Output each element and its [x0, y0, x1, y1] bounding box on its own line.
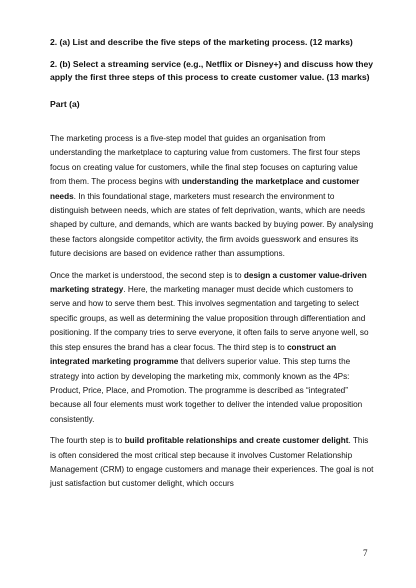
text-run: . Here, the marketing manager must decide which customers to serve and how to serve them best. This involves segmentation and targeting to select specific groups, as well as determining the value proposition through differentiation and positioning. If the company tries to serve everyone, it often fails to serve anyone well, so this step ensures the brand has a clear focus. The third step is to	[50, 285, 369, 352]
text-run: The marketing process is a five-step model that guides an organisation from understanding the marketplace to capturing value from customers. The first four steps focus on creating value for customers, while the final step focuses on capturing value from them. The process begins with	[50, 134, 361, 187]
text-run: . This is often considered the most critical step because it involves Customer Relationship Management (CRM) to engage customers and manage their experiences. The goal is not just satisfaction but customer delight, which occurs	[50, 436, 374, 489]
text-run: Once the market is understood, the second step is to	[50, 270, 244, 280]
question-2b: 2. (b) Select a streaming service (e.g., Netflix or Disney+) and discuss how they apply the first three steps of this process to create customer value. (13 marks)	[50, 59, 374, 82]
bold-term: understanding the marketplace and customer needs	[50, 177, 360, 201]
bold-term: design a customer value-driven marketing strategy	[50, 270, 367, 295]
text-run: . In this foundational stage, marketers must research the environment to distinguish between needs, which are states of felt deprivation, wants, which are needs shaped by culture, and demands, which are wants backed by buying power. By analysing these factors alongside competitor activity, the firm avoids guesswork and ensures its future decisions are based on evidence rather than assumptions.	[50, 191, 374, 259]
text-run: The fourth step is to	[50, 436, 125, 446]
paragraph-1	[50, 132, 375, 262]
question-2a: 2. (a) List and describe the five steps of the marketing process. (12 marks)	[50, 37, 353, 47]
bold-term: build profitable relationships and create customer delight	[124, 436, 349, 446]
bold-term: construct an integrated marketing programme	[50, 342, 337, 367]
page-number: 7	[363, 548, 368, 558]
paragraph-3	[50, 434, 375, 492]
text-run: that delivers superior value. This step turns the strategy into action by developing the marketing mix, commonly known as the 4Ps: Product, Price, Place, and Promotion. The programme is described as “integrated” because all four elements must work together to deliver the intended value proposition consistently.	[50, 357, 363, 424]
document-page	[50, 36, 375, 499]
paragraph-2	[50, 269, 375, 427]
part-heading: Part (a)	[50, 99, 80, 109]
